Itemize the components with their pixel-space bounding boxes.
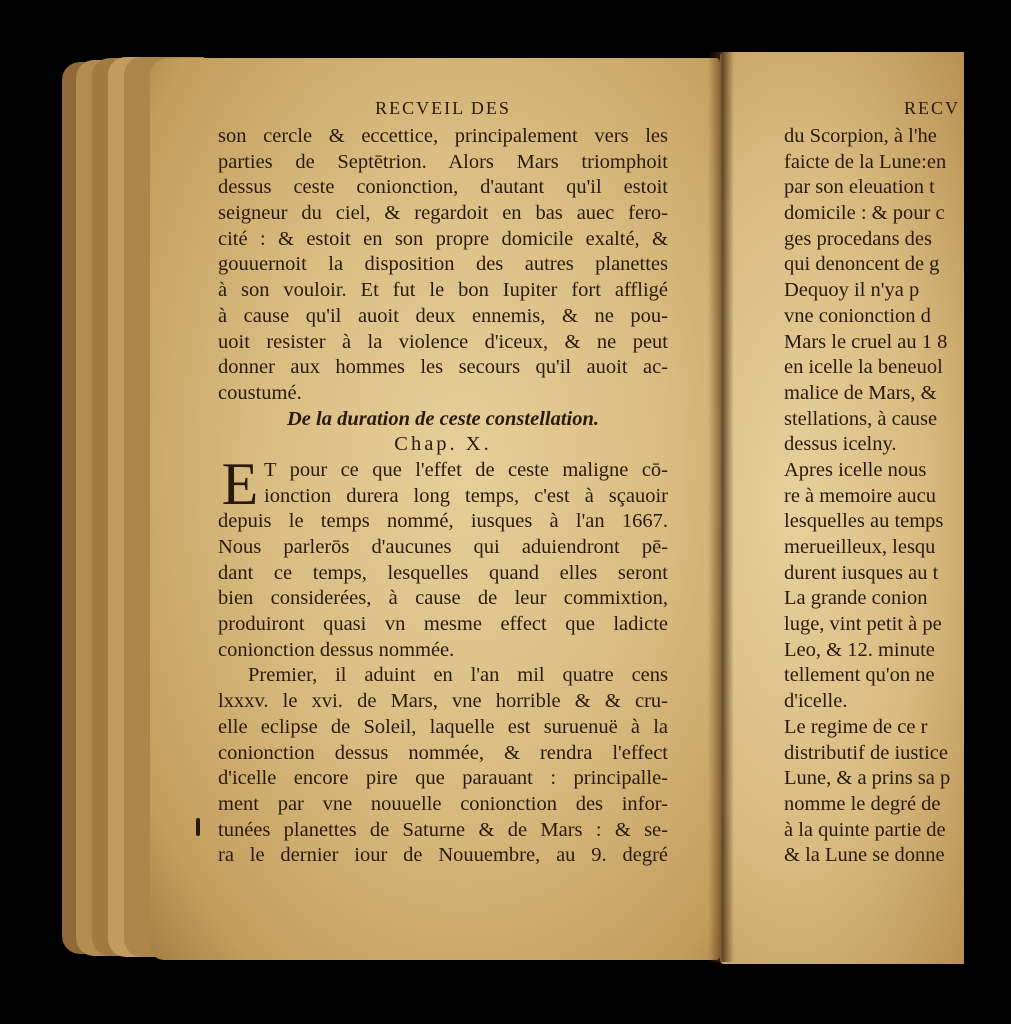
- text-line: Nous parlerōs d'aucunes qui aduiendront pē-: [218, 536, 668, 558]
- text-line: en icelle la beneuol: [784, 356, 943, 379]
- text-line: domicile : & pour c: [784, 202, 945, 225]
- text-line: elle eclipse de Soleil, laquelle est suruenuë à la: [218, 715, 668, 738]
- text-line: lxxxv. le xvi. de Mars, vne horrible & & cru-: [218, 690, 668, 713]
- left-page-text: [218, 92, 668, 869]
- text-line: durent iusques au t: [784, 561, 939, 584]
- text-line: merueilleux, lesqu: [784, 536, 936, 558]
- running-head: RECVEIL DES: [375, 98, 511, 118]
- right-page-text: [784, 92, 984, 869]
- text-line: ionction durera long temps, c'est à sçauoir: [264, 484, 668, 507]
- paragraph-3: [218, 663, 668, 869]
- text-line: qui denoncent de g: [784, 253, 940, 276]
- text-line: d'icelle.: [784, 690, 848, 713]
- text-line: Mars le cruel au 1 8: [784, 330, 948, 353]
- text-line: malice de Mars, &: [784, 381, 937, 404]
- text-line: à cause qu'il auoit deux ennemis, & ne pou-: [218, 304, 668, 327]
- text-line: ges procedans des: [784, 227, 933, 250]
- text-line: donner aux hommes les secours qu'il auoit ac-: [218, 356, 668, 379]
- text-line: luge, vint petit à pe: [784, 613, 942, 636]
- text-line: ment par vne nouuelle conionction des infor-: [218, 792, 668, 815]
- text-line: son cercle & eccettice, principalement vers les: [218, 125, 668, 147]
- text-line: cité : & estoit en son propre domicile exalté, &: [218, 227, 668, 250]
- text-line: tunées planettes de Saturne & de Mars : & se-: [218, 818, 668, 841]
- text-line: Apres icelle nous: [784, 458, 927, 481]
- running-head-right: RECV: [904, 98, 961, 118]
- text-line: Premier, il aduint en l'an mil quatre cens: [248, 664, 668, 687]
- text-line: dessus ceste conionction, d'autant qu'il estoit: [218, 176, 668, 199]
- text-line: à la quinte partie de: [784, 818, 946, 841]
- text-line: parties de Septētrion. Alors Mars triomphoit: [218, 150, 668, 173]
- text-line: T pour ce que l'effet de ceste maligne cō-: [264, 458, 668, 481]
- text-line: du Scorpion, à l'he: [784, 125, 937, 147]
- text-line: Dequoy il n'ya p: [784, 279, 920, 302]
- text-line: à son vouloir. Et fut le bon Iupiter fort affligé: [218, 279, 668, 302]
- text-line: Le regime de ce r: [784, 715, 928, 738]
- text-line: depuis le temps nommé, iusques à l'an 1667.: [218, 510, 668, 533]
- text-line: bien considerées, à cause de leur commixtion,: [218, 587, 668, 610]
- section-title: De la duration de ceste constellation.: [286, 407, 600, 430]
- page-crop: [964, 0, 1011, 1024]
- text-line: conionction dessus nommée.: [218, 638, 455, 661]
- text-line: dant ce temps, lesquelles quand elles seront: [218, 561, 668, 584]
- chapter-heading: Chap. X.: [394, 433, 492, 456]
- text-line: faicte de la Lune:en: [784, 150, 947, 173]
- text-line: d'icelle encore pire que parauant : principalle-: [218, 767, 668, 790]
- text-line: La grande conion: [784, 587, 928, 610]
- text-line: gouuernoit la disposition des autres planettes: [218, 253, 668, 276]
- text-line: Lune, & a prins sa p: [784, 767, 951, 790]
- text-line: Leo, & 12. minute: [784, 638, 935, 661]
- text-line: conionction dessus nommée, & rendra l'effect: [218, 741, 668, 764]
- text-line: stellations, à cause: [784, 407, 938, 430]
- text-line: re à memoire aucu: [784, 484, 936, 507]
- text-line: vne conionction d: [784, 304, 931, 327]
- text-line: & la Lune se donne: [784, 844, 945, 867]
- paragraph-2: [218, 450, 668, 664]
- text-line: tellement qu'on ne: [784, 664, 935, 687]
- text-line: seigneur du ciel, & regardoit en bas auec fero-: [218, 202, 668, 225]
- text-line: uoit resister à la violence d'iceux, & ne peut: [218, 330, 668, 353]
- text-line: distributif de iustice: [784, 741, 948, 764]
- text-line: ra le dernier iour de Nouuembre, au 9. degré: [218, 844, 668, 867]
- text-line: lesquelles au temps: [784, 510, 944, 533]
- book-gutter: [708, 52, 734, 962]
- text-line: dessus icelny.: [784, 433, 897, 456]
- margin-mark: [196, 818, 200, 836]
- text-line: nomme le degré de: [784, 792, 941, 815]
- text-line: par son eleuation t: [784, 176, 935, 199]
- text-line: produiront quasi vn mesme effect que ladicte: [218, 613, 668, 636]
- text-line: coustumé.: [218, 381, 302, 404]
- paragraph-1: [218, 124, 668, 407]
- drop-cap: E: [221, 450, 259, 517]
